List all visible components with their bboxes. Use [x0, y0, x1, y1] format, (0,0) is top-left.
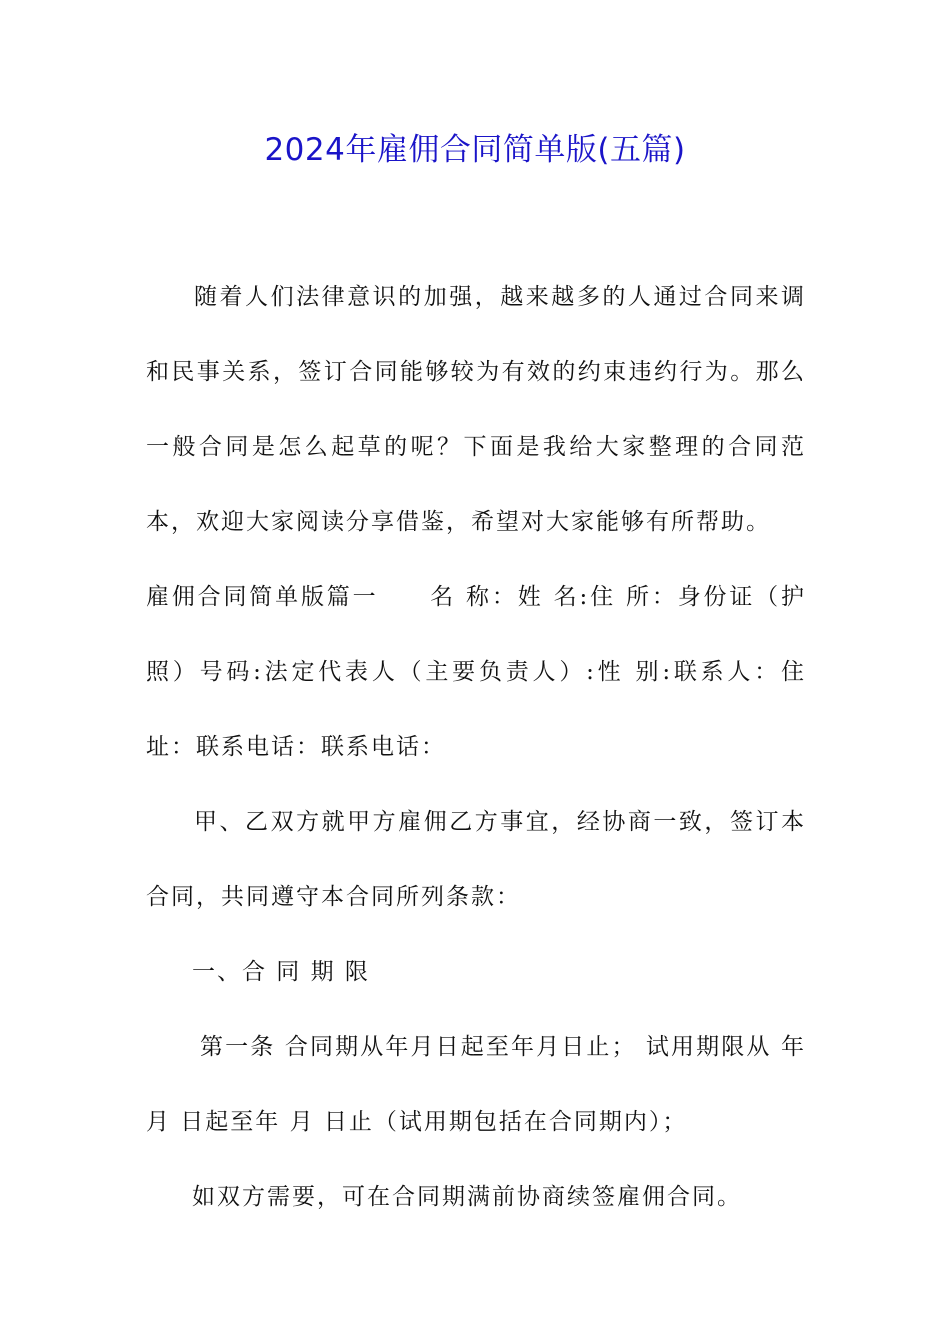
- paragraph-agreement: 甲、乙双方就甲方雇佣乙方事宜，经协商一致，签订本合同，共同遵守本合同所列条款：: [146, 809, 806, 910]
- paragraph-renewal: 如双方需要，可在合同期满前协商续签雇佣合同。: [192, 1184, 742, 1210]
- paragraph-intro: 随着人们法律意识的加强，越来越多的人通过合同来调和民事关系，签订合同能够较为有效的约束违约行为。那么一般合同是怎么起草的呢？下面是我给大家整理的合同范本，欢迎大家阅读分享借鉴，希望对大家能够有所帮助。: [146, 284, 806, 535]
- paragraph-parties: 雇佣合同简单版篇一 名 称：姓 名:住 所：身份证（护照）号码:法定代表人（主要负责人）:性 别:联系人：住 址：联系电话：联系电话：: [146, 584, 806, 760]
- document-body: [146, 260, 806, 1235]
- section-heading-term: 一、合 同 期 限: [192, 959, 370, 985]
- paragraph-article-1: 第一条 合同期从年月日起至年月日止； 试用期限从 年月 日起至年 月 日止（试用期包括在合同期内）；: [146, 1034, 806, 1135]
- document-title: 2024年雇佣合同简单版(五篇): [264, 132, 686, 168]
